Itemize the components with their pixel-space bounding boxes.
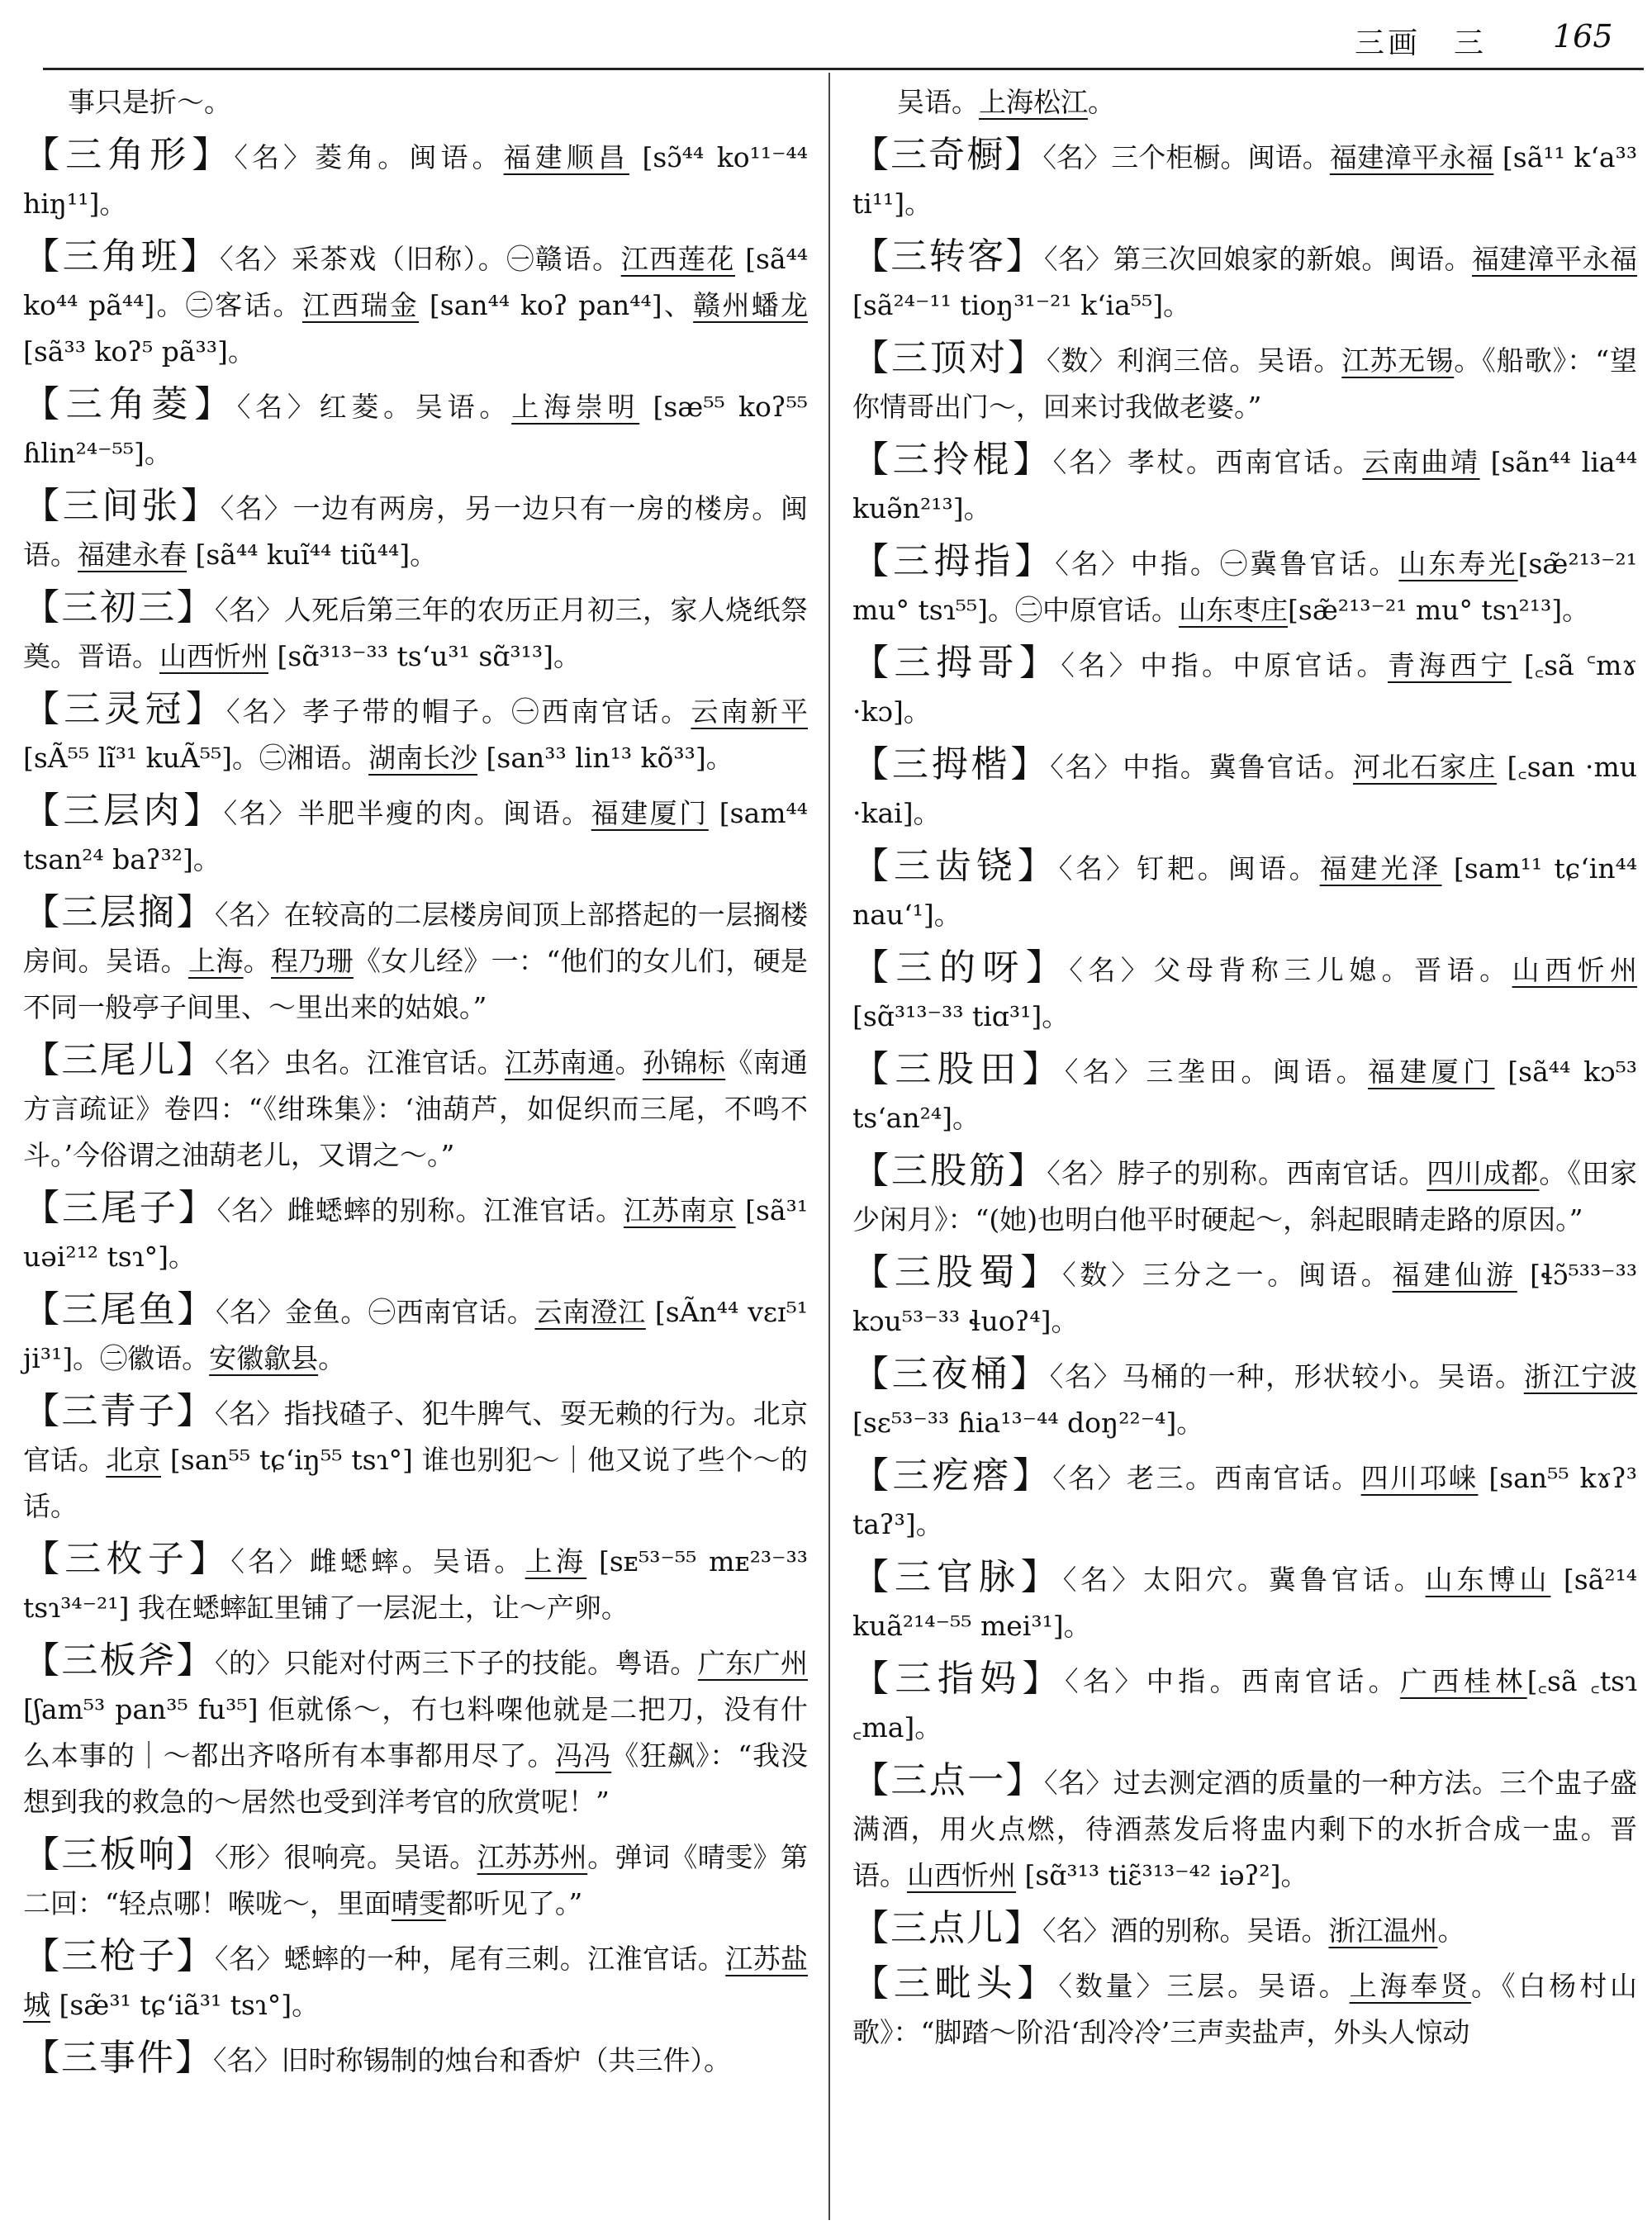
- place-name: 上海崇明: [511, 391, 640, 423]
- dictionary-entry: [852, 132, 1637, 227]
- entry-text: 〈名〉脖子的别称。西南官话。: [1047, 1157, 1427, 1189]
- entry-headword: 【 三顶对 】: [852, 337, 1047, 379]
- running-head-section: 三画: [1355, 26, 1422, 60]
- dictionary-entry: [23, 1832, 808, 1927]
- place-name: 福建厦门: [591, 797, 709, 829]
- dictionary-entry: [852, 1453, 1637, 1548]
- header-rule: [43, 68, 1644, 70]
- place-name: 江苏苏州: [477, 1841, 588, 1873]
- entry-headword: 【 三拇指 】: [852, 540, 1055, 582]
- entry-text: [sæ⁵⁵ koʔ⁵⁵ ɦlin²⁴⁻⁵⁵]。: [23, 391, 809, 469]
- entry-text: 〈名〉雌蟋蟀的别称。江淮官话。: [216, 1194, 624, 1226]
- running-head-char: 三: [1454, 26, 1484, 60]
- place-name: 广东广州: [697, 1647, 809, 1679]
- entry-text: [ɬɔ̃⁵³³⁻³³ kɔu⁵³⁻³³ ɬuoʔ⁴]。: [852, 1259, 1638, 1337]
- dictionary-entry: [23, 788, 808, 883]
- page-header: [0, 15, 1652, 64]
- entry-text: [꜀sã ꜀tsɿ ꜀ma]。: [852, 1665, 1638, 1744]
- entry-text: 〈名〉人死后第三年的农历正月初三，家人烧纸祭奠。晋语。: [23, 594, 809, 672]
- dictionary-entry: [23, 483, 808, 578]
- entry-text: 〈名〉采茶戏（旧称）。㊀赣语。: [219, 243, 621, 275]
- entry-text: [san⁴⁴ koʔ pan⁴⁴]、: [419, 289, 694, 321]
- entry-headword: 【 三枪子 】: [23, 1935, 215, 1977]
- entry-text: 〈名〉蟋蟀的一种，尾有三刺。江淮官话。: [215, 1943, 726, 1975]
- entry-text: 。: [243, 945, 271, 977]
- right-column: [852, 79, 1637, 2062]
- dictionary-entry: [852, 843, 1637, 938]
- entry-headword: 【 三角班 】: [23, 235, 220, 278]
- place-name: 广西桂林: [1400, 1665, 1527, 1697]
- place-name: 上海: [525, 1545, 587, 1578]
- entry-text: 〈名〉过去测定酒的质量的一种方法。三个盅子盛满酒，用火点燃，待酒蒸发后将盅内剩下的水折合成一盅。晋语。: [852, 1767, 1638, 1891]
- place-name: 山东枣庄: [1179, 594, 1289, 626]
- place-name: 福建顺昌: [503, 141, 629, 173]
- entry-text: [sã³³ koʔ⁵ pã³³]。: [23, 335, 255, 368]
- place-name: 山西忻州: [1512, 954, 1638, 986]
- place-name: 云南澄江: [534, 1296, 646, 1328]
- place-name: 山东寿光: [1398, 548, 1518, 580]
- place-name: 江苏南京: [624, 1194, 736, 1226]
- entry-text: 〈名〉中指。中原官话。: [1061, 649, 1388, 681]
- entry-text: 〈名〉雌蟋蟀。吴语。: [230, 1545, 525, 1578]
- dictionary-entry: [852, 234, 1637, 329]
- dictionary-entry: [852, 1554, 1637, 1649]
- entry-text: 〈形〉很响亮。吴语。: [215, 1841, 477, 1873]
- entry-text: [sãn⁴⁴ lia⁴⁴ kuə̃n²¹³]。: [852, 446, 1638, 524]
- entry-text: 〈名〉指找碴子、犯牛脾气、耍无赖的行为。北京官话。: [23, 1397, 809, 1476]
- entry-headword: 【 三层肉 】: [23, 790, 224, 832]
- entry-headword: 【 三尾儿 】: [23, 1039, 215, 1081]
- entry-text: 《狂飙》：“我没想到我的救急的～居然也受到洋考官的欣赏呢！”: [23, 1739, 809, 1818]
- entry-text: [sã²¹⁴ kuã²¹⁴⁻⁵⁵ mei³¹]。: [852, 1563, 1638, 1642]
- entry-headword: 【 三股蜀 】: [852, 1251, 1062, 1293]
- entry-text: 〈数〉利润三倍。吴语。: [1046, 344, 1342, 377]
- entry-headword: 【 三奇橱 】: [852, 134, 1042, 176]
- entry-text: 《女儿经》一：“他们的女儿们，硬是不同一般亭子间里、～里出来的姑娘。”: [23, 945, 809, 1023]
- entry-headword: 【 三股筋 】: [852, 1150, 1047, 1192]
- dictionary-entry: [852, 1148, 1637, 1243]
- place-name: 河北石家庄: [1352, 751, 1498, 783]
- entry-headword: 【 三角形 】: [23, 134, 234, 176]
- dictionary-entry: [23, 1933, 808, 2028]
- entry-text: 。: [615, 1046, 643, 1079]
- entry-text: [sɛ⁵³⁻³³ ɦia¹³⁻⁴⁴ doŋ²²⁻⁴]。: [852, 1407, 1204, 1439]
- entry-text: [sã⁴⁴ kɔ⁵³ ts‘an²⁴]。: [852, 1056, 1638, 1134]
- dictionary-entry: [852, 1250, 1637, 1345]
- entry-text: 〈名〉半肥半瘦的肉。闽语。: [223, 797, 591, 829]
- entry-text: 。: [1437, 1914, 1465, 1947]
- entry-headword: 【 三点一 】: [852, 1759, 1044, 1801]
- entry-text: [san⁵⁵ tɕ‘iŋ⁵⁵ tsɿ°] 谁也别犯～｜他又说了些个～的话。: [23, 1444, 809, 1522]
- place-name: 安徽歙县: [209, 1342, 319, 1374]
- entry-text: [sɑ̃³¹³ tiɛ̃³¹³⁻⁴² iəʔ²]。: [1016, 1859, 1308, 1891]
- place-name: 程乃珊: [270, 945, 354, 977]
- entry-text: 〈名〉旧时称锡制的烛台和香炉（共三件）。: [213, 2044, 731, 2076]
- entry-text: 〈名〉酒的别称。吴语。: [1042, 1914, 1329, 1947]
- place-name: 上海奉贤: [1349, 1970, 1472, 2002]
- place-name: 冯冯: [555, 1739, 612, 1772]
- place-name: 浙江温州: [1328, 1914, 1438, 1947]
- entry-text: 。《白杨村山歌》：“脚踏～阶沿‘刮冷冷’三声卖盐声，外头人惊动: [852, 1970, 1637, 2048]
- left-column: [23, 79, 808, 2090]
- place-name: 江苏南通: [504, 1046, 615, 1079]
- place-name: 山西忻州: [159, 640, 268, 672]
- dictionary-entry: [852, 1656, 1637, 1751]
- dictionary-entry: [23, 79, 808, 126]
- entry-headword: 【 三枚子 】: [23, 1538, 230, 1580]
- entry-text: [sã⁴⁴ kuĩ⁴⁴ tiũ⁴⁴]。: [187, 539, 438, 571]
- entry-text: 〈名〉中指。㊀冀鲁官话。: [1055, 548, 1399, 580]
- entry-text: [sæ̃²¹³⁻²¹ mu° tsɿ²¹³]。: [1288, 594, 1590, 626]
- entry-text: 〈名〉红菱。吴语。: [236, 391, 512, 423]
- entry-text: [sÃn⁴⁴ vɛɪ⁵¹ ji³¹]。㊁徽语。: [23, 1296, 809, 1374]
- entry-text: 〈名〉孝杖。西南官话。: [1052, 446, 1363, 478]
- dictionary-entry: [852, 1046, 1637, 1141]
- entry-text: 。弹词《晴雯》第二回：“轻点哪！喉咙～，里面: [23, 1841, 809, 1919]
- entry-text: 〈数〉三分之一。闽语。: [1062, 1259, 1393, 1291]
- dictionary-entry: [852, 1905, 1637, 1954]
- entry-text: [sã¹¹ k‘a³³ ti¹¹]。: [852, 141, 1638, 220]
- place-name: 青海西宁: [1388, 649, 1512, 681]
- place-name: 云南新平: [691, 695, 808, 728]
- entry-headword: 【 三板斧 】: [23, 1639, 215, 1682]
- entry-text: 〈名〉一边有两房，另一边只有一房的楼房。闽语。: [23, 492, 809, 571]
- entry-text: 〈名〉第三次回娘家的新娘。闽语。: [1044, 243, 1472, 275]
- column-divider: [828, 73, 830, 2220]
- place-name: 上海松江: [979, 86, 1088, 118]
- place-name: 江西瑞金: [301, 289, 420, 321]
- place-name: 江西莲花: [620, 243, 736, 275]
- entry-headword: 【 三指妈 】: [852, 1658, 1065, 1700]
- entry-text: [sɑ̃³¹³⁻³³ ts‘u³¹ sɑ̃³¹³]。: [268, 640, 581, 672]
- place-name: 福建光泽: [1319, 852, 1442, 885]
- place-name: 江苏无锡: [1341, 344, 1455, 377]
- entry-text: [sã⁴⁴ ko⁴⁴ pã⁴⁴]。㊁客话。: [23, 243, 809, 321]
- entry-text: 〈名〉父母背称三儿媳。晋语。: [1069, 954, 1512, 986]
- entry-headword: 【 三官脉 】: [852, 1556, 1063, 1598]
- dictionary-entry: [852, 79, 1637, 126]
- place-name: 江苏盐城: [23, 1943, 809, 2021]
- entry-text: [sᴇ⁵³⁻⁵⁵ mᴇ²³⁻³³ tsɿ³⁴⁻²¹] 我在蟋蟀缸里铺了一层泥土，让～产卵。: [23, 1545, 809, 1624]
- dictionary-entry: [23, 1388, 808, 1530]
- entry-headword: 【 三疙瘩 】: [852, 1454, 1052, 1497]
- entry-text: 〈名〉马桶的一种，形状较小。吴语。: [1049, 1360, 1524, 1393]
- entry-text: 事只是折～。: [68, 86, 231, 118]
- place-name: 四川成都: [1427, 1157, 1540, 1189]
- entry-text: 〈名〉三个柜橱。闽语。: [1042, 141, 1330, 173]
- dictionary-entry: [23, 1185, 808, 1280]
- entry-text: [ʃam⁵³ pan³⁵ fu³⁵] 佢就係～，冇乜料㗎他就是二把刀，没有什么本事的｜～都出齐咯所有本事都用尽了。: [23, 1693, 808, 1772]
- entry-text: 。: [318, 1342, 346, 1374]
- dictionary-entry: [23, 2035, 808, 2084]
- dictionary-entry: [23, 234, 808, 375]
- entry-text: [sɑ̃³¹³⁻³³ tiɑ³¹]。: [852, 1000, 1070, 1032]
- entry-text: [sam¹¹ tɕ‘in⁴⁴ nau‘¹]。: [852, 852, 1638, 931]
- entry-headword: 【 三齿铙 】: [852, 845, 1059, 887]
- dictionary-entry: [852, 539, 1637, 633]
- entry-text: 〈名〉在较高的二层楼房间顶上部搭起的一层搁楼房间。吴语。: [23, 899, 809, 977]
- entry-text: 〈名〉中指。冀鲁官话。: [1050, 751, 1353, 783]
- dictionary-entry: [852, 945, 1637, 1040]
- entry-text: 吴语。: [897, 86, 979, 118]
- entry-headword: 【 三青子 】: [23, 1390, 215, 1432]
- place-name: 云南曲靖: [1362, 446, 1480, 478]
- dictionary-entry: [23, 382, 808, 477]
- entry-text: [sɔ̃⁴⁴ ko¹¹⁻⁴⁴ hiŋ¹¹]。: [23, 141, 808, 220]
- entry-headword: 【 三灵冠 】: [23, 688, 226, 730]
- entry-text: 〈名〉老三。西南官话。: [1052, 1462, 1361, 1494]
- entry-headword: 【 三尾鱼 】: [23, 1288, 216, 1331]
- entry-text: [sÃ⁵⁵ lĩ³¹ kuÃ⁵⁵]。㊁湘语。: [23, 742, 369, 774]
- dictionary-entry: [852, 335, 1637, 430]
- place-name: 晴雯: [391, 1887, 446, 1919]
- dictionary-entry: [852, 742, 1637, 837]
- dictionary-entry: [23, 132, 808, 227]
- entry-text: [san⁵⁵ kɤʔ³ taʔ³]。: [852, 1462, 1638, 1540]
- dictionary-entry: [23, 1287, 808, 1382]
- place-name: 福建漳平永福: [1472, 243, 1638, 275]
- entry-headword: 【 三间张 】: [23, 485, 221, 527]
- entry-headword: 【 三拇楷 】: [852, 743, 1050, 785]
- entry-text: 。《船歌》：“望你情哥出门～，回来讨我做老婆。”: [852, 344, 1638, 423]
- entry-text: 。《田家少闲月》：“(她)也明白他平时硬起～，斜起眼睛走路的原因。”: [852, 1157, 1638, 1236]
- dictionary-entry: [23, 1536, 808, 1631]
- dictionary-entry: [23, 890, 808, 1031]
- entry-text: [sæ̃³¹ tɕ‘iã³¹ tsɿ°]。: [50, 1989, 320, 2021]
- page-number: 165: [1553, 18, 1613, 55]
- place-name: 福建厦门: [1367, 1056, 1495, 1088]
- dictionary-entry: [852, 640, 1637, 735]
- entry-headword: 【 三角菱 】: [23, 383, 237, 425]
- entry-headword: 【 三夜桶 】: [852, 1353, 1050, 1395]
- place-name: 上海: [188, 945, 244, 977]
- entry-headword: 【 三层搁 】: [23, 891, 215, 933]
- entry-text: [sæ̃²¹³⁻²¹ mu° tsɿ⁵⁵]。㊁中原官话。: [852, 548, 1638, 626]
- entry-text: 〈名〉金鱼。㊀西南官话。: [215, 1296, 535, 1328]
- entry-text: 〈名〉菱角。闽语。: [234, 141, 504, 173]
- dictionary-entry: [23, 1638, 808, 1825]
- entry-headword: 【 三的呀 】: [852, 947, 1069, 989]
- entry-text: [sã³¹ uəi²¹² tsɿ°]。: [23, 1194, 809, 1273]
- entry-text: 〈名〉孝子带的帽子。㊀西南官话。: [225, 695, 691, 728]
- entry-text: 〈名〉太阳穴。冀鲁官话。: [1062, 1563, 1426, 1596]
- dictionary-entry: [852, 1351, 1637, 1446]
- entry-text: 《南通方言疏证》卷四：“《绀珠集》：‘油葫芦，如促织而三尾，不鸣不斗。’今俗谓之油葫老儿，又谓之～。”: [23, 1046, 809, 1171]
- dictionary-entry: [23, 585, 808, 680]
- place-name: 山西忻州: [907, 1859, 1016, 1891]
- entry-text: 〈名〉虫名。江淮官话。: [215, 1046, 505, 1079]
- place-name: 北京: [106, 1444, 162, 1476]
- entry-text: 〈的〉只能对付两三下子的技能。粤语。: [215, 1647, 698, 1679]
- entry-text: [san³³ lin¹³ kõ³³]。: [477, 742, 733, 774]
- entry-headword: 【 三尾子 】: [23, 1187, 217, 1229]
- entry-headword: 【 三板响 】: [23, 1834, 215, 1876]
- entry-headword: 【 三股田 】: [852, 1048, 1065, 1090]
- entry-text: 〈名〉三垄田。闽语。: [1064, 1056, 1368, 1088]
- entry-headword: 【 三初三 】: [23, 586, 215, 629]
- entry-text: [꜀san ·mu ·kai]。: [852, 751, 1638, 829]
- entry-text: 都听见了。”: [445, 1887, 583, 1919]
- entry-text: 〈名〉中指。西南官话。: [1065, 1665, 1401, 1697]
- place-name: 湖南长沙: [368, 742, 478, 774]
- dictionary-entry: [852, 437, 1637, 532]
- place-name: 赣州蟠龙: [693, 289, 809, 321]
- dictionary-entry: [852, 1758, 1637, 1899]
- entry-headword: 【 三毗头 】: [852, 1962, 1058, 2005]
- dictionary-entry: [23, 1037, 808, 1179]
- dictionary-entry: [23, 686, 808, 781]
- entry-headword: 【 三点儿 】: [852, 1907, 1042, 1949]
- entry-text: 〈名〉钉耙。闽语。: [1058, 852, 1320, 885]
- entry-headword: 【 三转客 】: [852, 235, 1044, 278]
- entry-text: 。: [1088, 86, 1115, 118]
- place-name: 福建仙游: [1392, 1259, 1517, 1291]
- entry-text: [sam⁴⁴ tsan²⁴ baʔ³²]。: [23, 797, 809, 875]
- entry-headword: 【 三拇哥 】: [852, 642, 1061, 684]
- place-name: 山东博山: [1425, 1563, 1551, 1596]
- place-name: 福建永春: [78, 539, 187, 571]
- place-name: 浙江宁波: [1523, 1360, 1638, 1393]
- place-name: 四川邛崃: [1360, 1462, 1479, 1494]
- entry-headword: 【 三事件 】: [23, 2037, 213, 2079]
- place-name: 孙锦标: [643, 1046, 726, 1079]
- entry-headword: 【 三拎棍 】: [852, 439, 1053, 481]
- dictionary-entry: [852, 1961, 1637, 2056]
- entry-text: [꜀sã ꜂mɤ ·kɔ]。: [852, 649, 1638, 728]
- place-name: 福建漳平永福: [1329, 141, 1494, 173]
- entry-text: 〈数量〉三层。吴语。: [1058, 1970, 1350, 2002]
- entry-text: [sã²⁴⁻¹¹ tioŋ³¹⁻²¹ k‘ia⁵⁵]。: [852, 289, 1191, 321]
